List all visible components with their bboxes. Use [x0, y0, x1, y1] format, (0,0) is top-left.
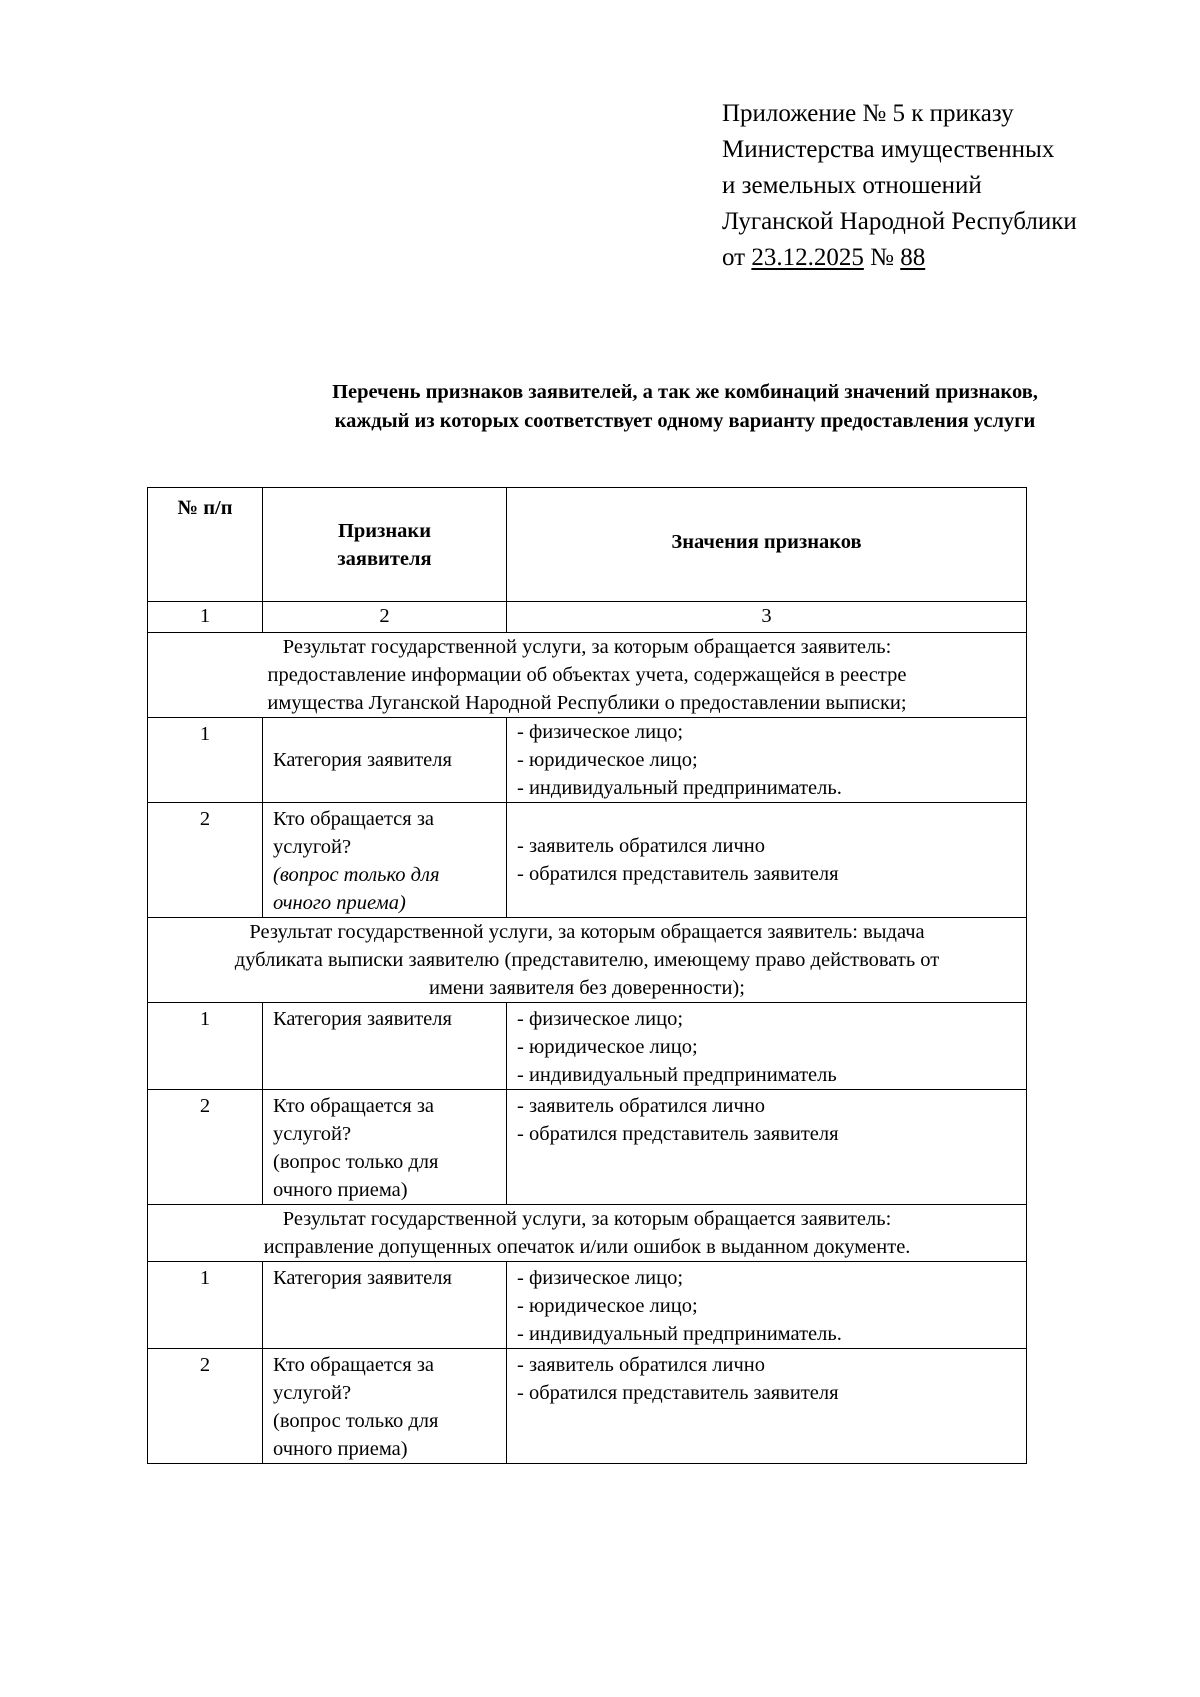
feature-line: очного приема): [273, 1438, 408, 1460]
value-item: - юридическое лицо;: [517, 1036, 698, 1058]
table-row: [148, 1090, 1027, 1205]
value-item: - обратился представитель заявителя: [517, 863, 839, 885]
feature-line: услугой?: [273, 1123, 352, 1145]
section-heading-line: имущества Луганской Народной Республики о предоставлении выписки;: [267, 692, 907, 714]
feature-cell: [263, 718, 507, 803]
header-features: [263, 488, 507, 602]
value-item: - обратился представитель заявителя: [517, 1382, 839, 1404]
section-heading-row: [148, 633, 1027, 718]
value-item: - физическое лицо;: [517, 1008, 684, 1030]
number-sign: №: [870, 244, 894, 271]
row-number: 2: [148, 1090, 263, 1205]
order-number: 88: [900, 244, 926, 271]
section-heading-row: [148, 1205, 1027, 1262]
column-index: 2: [263, 602, 507, 633]
section-heading: [148, 918, 1027, 1003]
feature-cell: [263, 1090, 507, 1205]
row-number: 2: [148, 1349, 263, 1464]
date-prefix: от: [722, 244, 746, 271]
appendix-line: Приложение № 5 к приказу: [722, 100, 1014, 127]
document-title: [190, 378, 1180, 436]
values-cell: [507, 1262, 1027, 1349]
feature-line: Категория заявителя: [273, 1008, 452, 1030]
header-number: № п/п: [148, 488, 263, 602]
row-number: 2: [148, 803, 263, 918]
section-heading-line: Результат государственной услуги, за которым обращается заявитель: выдача: [249, 921, 925, 943]
column-index-row: [148, 602, 1027, 633]
table-header-row: [148, 488, 1027, 602]
column-index: 3: [507, 602, 1027, 633]
row-number: 1: [148, 1262, 263, 1349]
order-date: 23.12.2025: [751, 244, 864, 271]
table-row: [148, 1262, 1027, 1349]
value-item: - заявитель обратился лично: [517, 1095, 766, 1117]
feature-line: Категория заявителя: [273, 1267, 452, 1289]
table-row: [148, 1003, 1027, 1090]
value-item: - индивидуальный предприниматель: [517, 1064, 837, 1086]
section-heading-line: предоставление информации об объектах учета, содержащейся в реестре: [267, 664, 907, 686]
feature-line: очного приема): [273, 1179, 408, 1201]
feature-note-line: (вопрос только для: [273, 864, 440, 886]
header-features-line: заявителя: [337, 547, 432, 570]
section-heading: [148, 1205, 1027, 1262]
appendix-line: Министерства имущественных: [722, 136, 1055, 163]
feature-line: Кто обращается за: [273, 1095, 435, 1117]
appendix-line: и земельных отношений: [722, 172, 982, 199]
values-cell: [507, 1003, 1027, 1090]
value-item: - заявитель обратился лично: [517, 1354, 766, 1376]
section-heading-row: [148, 918, 1027, 1003]
criteria-table: [147, 487, 1027, 1464]
row-number: 1: [148, 718, 263, 803]
value-item: - юридическое лицо;: [517, 1295, 698, 1317]
feature-line: услугой?: [273, 836, 352, 858]
feature-line: (вопрос только для: [273, 1410, 439, 1432]
value-item: - физическое лицо;: [517, 1267, 684, 1289]
feature-cell: [263, 1003, 507, 1090]
title-line: Перечень признаков заявителей, а так же комбинаций значений признаков,: [332, 381, 1038, 403]
section-heading-line: дубликата выписки заявителю (представителю, имеющему право действовать от: [234, 949, 940, 971]
appendix-line: Луганской Народной Республики: [722, 208, 1077, 235]
feature-cell: [263, 1349, 507, 1464]
section-heading-line: Результат государственной услуги, за которым обращается заявитель:: [282, 1208, 892, 1230]
values-cell: [507, 718, 1027, 803]
feature-note-line: очного приема): [273, 892, 406, 914]
row-number: 1: [148, 1003, 263, 1090]
value-item: - физическое лицо;: [517, 721, 684, 743]
title-line: каждый из которых соответствует одному варианту предоставления услуги: [334, 410, 1036, 432]
section-heading: [148, 633, 1027, 718]
feature-line: Кто обращается за: [273, 1354, 435, 1376]
values-cell: [507, 803, 1027, 918]
feature-cell: [263, 1262, 507, 1349]
column-index: 1: [148, 602, 263, 633]
table-row: [148, 803, 1027, 918]
section-heading-line: Результат государственной услуги, за которым обращается заявитель:: [282, 636, 892, 658]
appendix-date-line: [722, 240, 1077, 276]
value-item: - юридическое лицо;: [517, 749, 698, 771]
values-cell: [507, 1090, 1027, 1205]
table-row: [148, 718, 1027, 803]
section-heading-line: исправление допущенных опечаток и/или ошибок в выданном документе.: [263, 1236, 911, 1258]
value-item: - индивидуальный предприниматель.: [517, 777, 842, 799]
feature-line: Категория заявителя: [273, 749, 452, 771]
header-features-line: Признаки: [337, 519, 432, 542]
table-row: [148, 1349, 1027, 1464]
header-values: Значения признаков: [507, 488, 1027, 602]
value-item: - обратился представитель заявителя: [517, 1123, 839, 1145]
value-item: - заявитель обратился лично: [517, 835, 766, 857]
feature-line: услугой?: [273, 1382, 352, 1404]
feature-line: Кто обращается за: [273, 808, 435, 830]
appendix-header: [722, 96, 1077, 276]
values-cell: [507, 1349, 1027, 1464]
feature-line: (вопрос только для: [273, 1151, 439, 1173]
value-item: - индивидуальный предприниматель.: [517, 1323, 842, 1345]
section-heading-line: имени заявителя без доверенности);: [429, 977, 745, 999]
feature-cell: [263, 803, 507, 918]
